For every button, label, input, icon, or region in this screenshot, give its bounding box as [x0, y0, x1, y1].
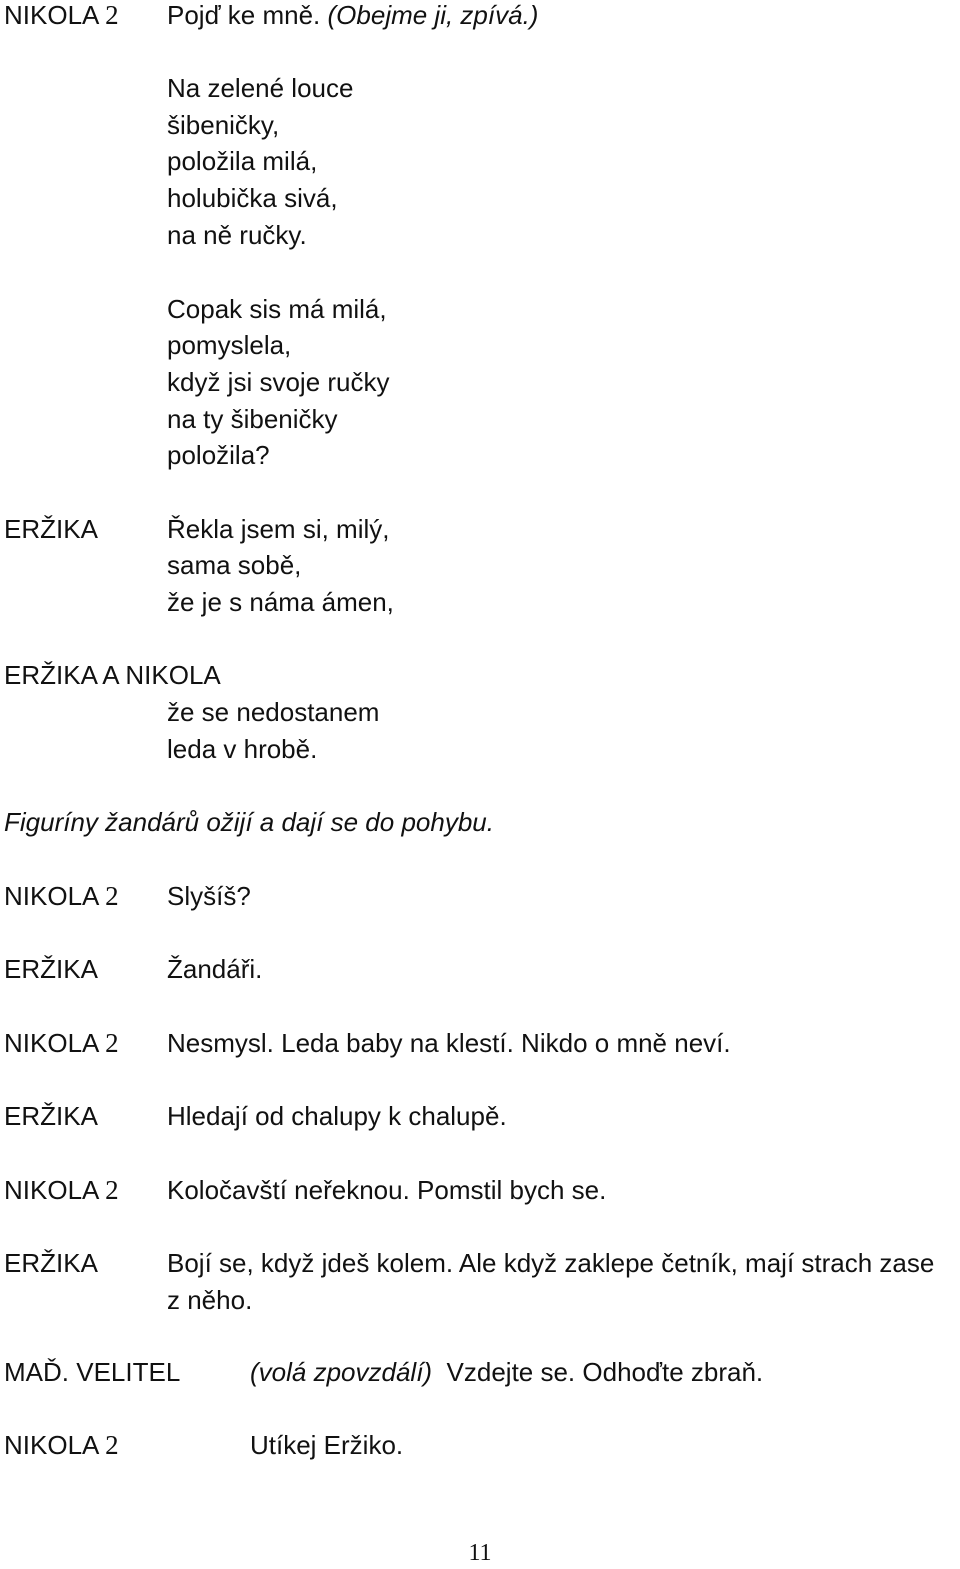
- speaker-nikola: NIKOLA 2: [4, 881, 119, 911]
- speaker-erzika: ERŽIKA: [4, 1101, 98, 1131]
- lyric-line: že je s náma ámen,: [167, 587, 394, 617]
- dialogue-line: Bojí se, když jdeš kolem. Ale když zaklepe četník, mají strach zase: [167, 1248, 935, 1278]
- dialogue-line: Hledají od chalupy k chalupě.: [167, 1101, 507, 1131]
- lyric-line: Řekla jsem si, milý,: [167, 514, 390, 544]
- lyric-line: pomyslela,: [167, 330, 292, 360]
- lyric-line: Copak sis má milá,: [167, 294, 387, 324]
- page-number: 11: [468, 1540, 492, 1566]
- lyric-line: na ně ručky.: [167, 220, 307, 250]
- speaker-erzika: ERŽIKA: [4, 514, 98, 544]
- dialogue-line: Žandáři.: [167, 954, 263, 984]
- lyric-line: když jsi svoje ručky: [167, 367, 390, 397]
- speaker-nikola: NIKOLA 2: [4, 1175, 119, 1205]
- lyric-line: sama sobě,: [167, 550, 302, 580]
- dialogue-line: Nesmysl. Leda baby na klestí. Nikdo o mně neví.: [167, 1028, 731, 1058]
- lyric-line: šibeničky,: [167, 110, 280, 140]
- lyric-line: položila milá,: [167, 146, 318, 176]
- speaker-erzika: ERŽIKA: [4, 954, 98, 984]
- lyric-line: na ty šibeničky: [167, 404, 338, 434]
- lyric-line: Na zelené louce: [167, 73, 354, 103]
- speaker-erzika: ERŽIKA: [4, 1248, 98, 1278]
- dialogue-line-1: Pojď ke mně. (Obejme ji, zpívá.): [167, 0, 539, 30]
- lyric-line: holubička sivá,: [167, 183, 338, 213]
- stage-direction-inline: (volá zpovzdálí): [250, 1357, 433, 1387]
- stage-direction: Figuríny žandárů ožijí a dají se do pohybu.: [4, 807, 494, 837]
- dialogue-line: Koločavští neřeknou. Pomstil bych se.: [167, 1175, 607, 1205]
- speaker-nikola-1: NIKOLA 2: [4, 0, 119, 30]
- speaker-nikola: NIKOLA 2: [4, 1430, 119, 1460]
- dialogue-line: Utíkej Eržiko.: [250, 1430, 404, 1460]
- speaker-erzika-a-nikola: ERŽIKA A NIKOLA: [4, 660, 221, 690]
- stage-direction-inline: (Obejme ji, zpívá.): [327, 0, 539, 30]
- dialogue-line: (volá zpovzdálí) Vzdejte se. Odhoďte zbraň.: [250, 1357, 764, 1387]
- lyric-line: položila?: [167, 440, 270, 470]
- lyric-line: že se nedostanem: [167, 697, 380, 727]
- dialogue-line-continued: z něho.: [167, 1285, 253, 1315]
- speaker-mad-velitel: MAĎ. VELITEL: [4, 1357, 181, 1387]
- dialogue-line: Slyšíš?: [167, 881, 251, 911]
- speaker-nikola: NIKOLA 2: [4, 1028, 119, 1058]
- lyric-line: leda v hrobě.: [167, 734, 318, 764]
